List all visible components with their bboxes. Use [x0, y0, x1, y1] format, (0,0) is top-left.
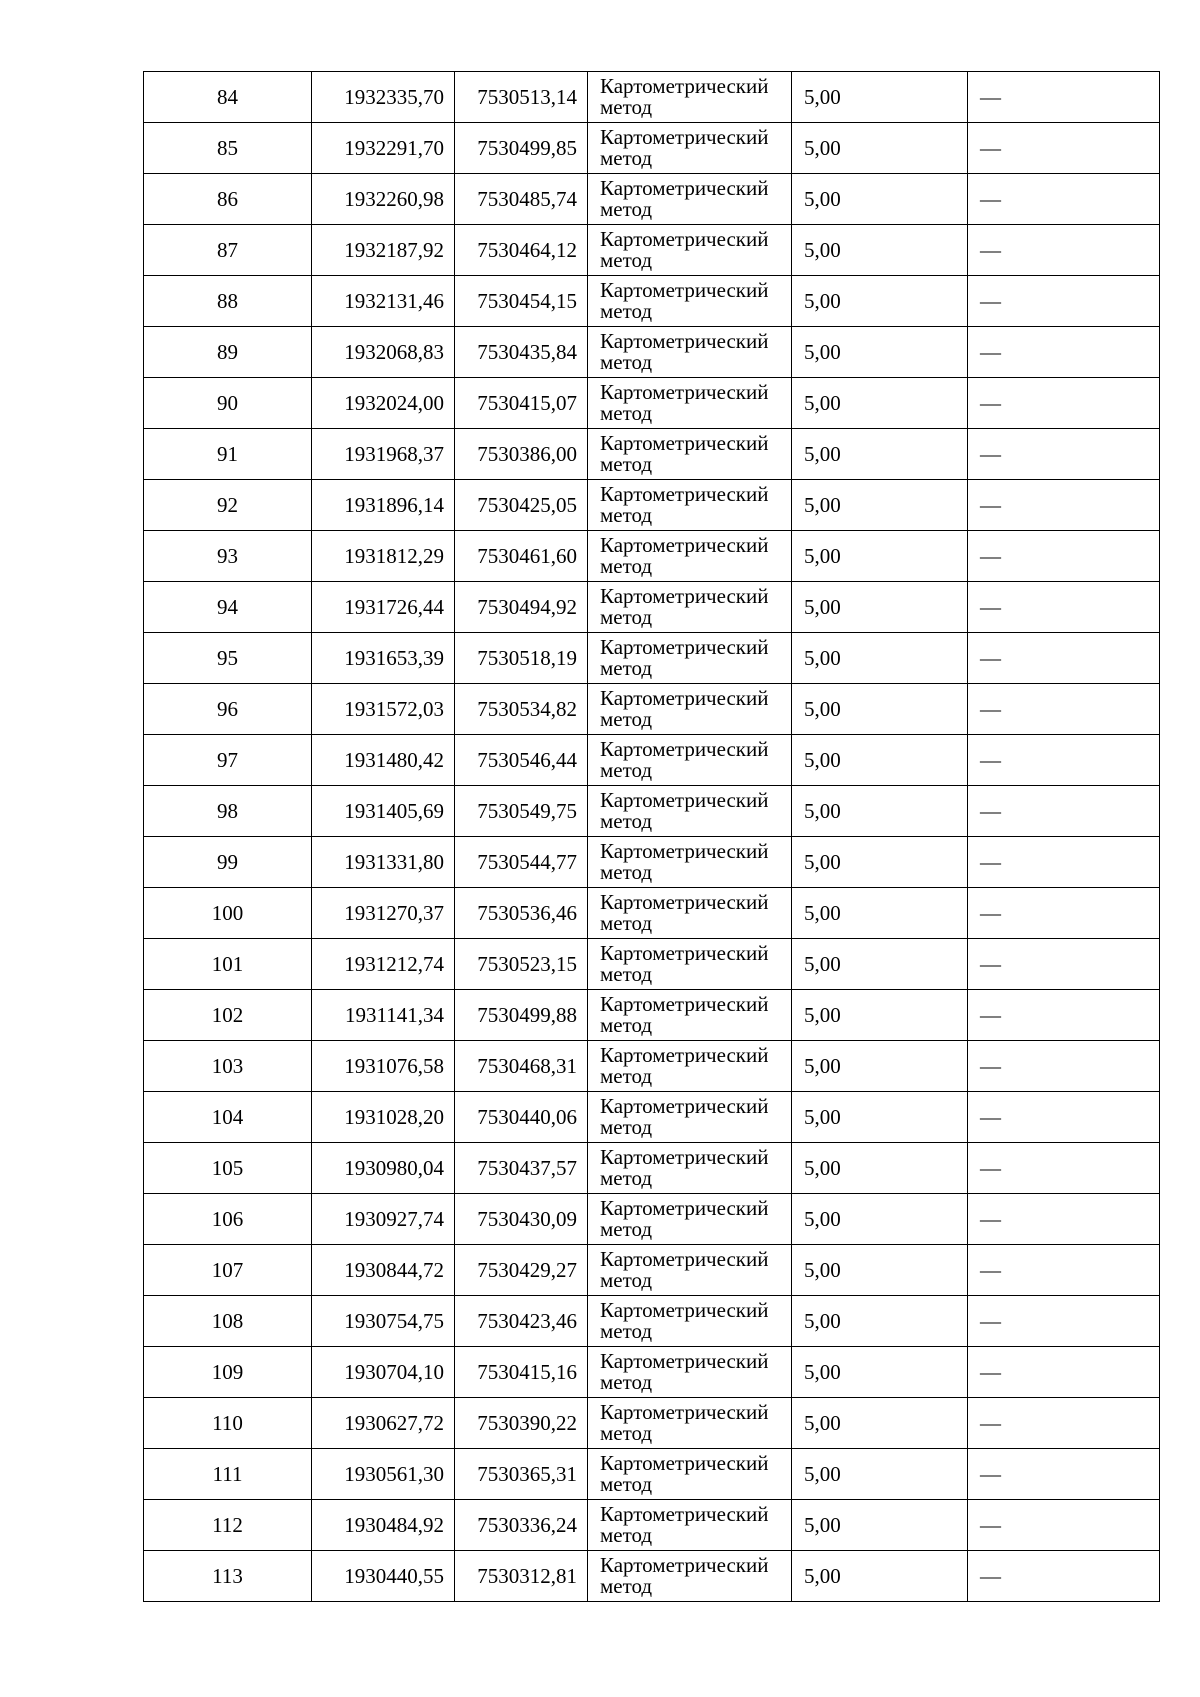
coordinate-x-cell: 1931212,74	[312, 939, 455, 990]
coordinate-x-cell: 1932131,46	[312, 276, 455, 327]
method-line-1: Картометрический	[600, 1145, 769, 1170]
method-line-1: Картометрический	[600, 1043, 769, 1068]
method-line-2: метод	[600, 1064, 653, 1088]
point-number-cell: 107	[144, 1245, 312, 1296]
method-cell	[588, 1041, 792, 1092]
method-line-2: метод	[600, 248, 653, 272]
method-cell	[588, 1245, 792, 1296]
method-line-1: Картометрический	[600, 635, 769, 660]
table-row	[144, 276, 1160, 327]
method-cell	[588, 1398, 792, 1449]
method-line-1: Картометрический	[600, 533, 769, 558]
coordinate-y-cell: 7530464,12	[455, 225, 588, 276]
method-line-1: Картометрический	[600, 482, 769, 507]
accuracy-cell: 5,00	[792, 480, 968, 531]
method-line-2: метод	[600, 1013, 653, 1037]
coordinate-y-cell: 7530390,22	[455, 1398, 588, 1449]
method-line-2: метод	[600, 911, 653, 935]
table-row	[144, 1347, 1160, 1398]
coordinate-y-cell: 7530365,31	[455, 1449, 588, 1500]
method-line-1: Картометрический	[600, 1553, 769, 1578]
coordinate-x-cell: 1931028,20	[312, 1092, 455, 1143]
table-row	[144, 1296, 1160, 1347]
table-row	[144, 735, 1160, 786]
table-row	[144, 1245, 1160, 1296]
point-number-cell: 96	[144, 684, 312, 735]
method-line-2: метод	[600, 1166, 653, 1190]
table-row	[144, 582, 1160, 633]
coordinate-y-cell: 7530454,15	[455, 276, 588, 327]
accuracy-cell: 5,00	[792, 276, 968, 327]
description-cell: —	[968, 1245, 1160, 1296]
table-row	[144, 1551, 1160, 1602]
method-line-1: Картометрический	[600, 941, 769, 966]
method-line-1: Картометрический	[600, 992, 769, 1017]
table-row	[144, 480, 1160, 531]
coordinate-y-cell: 7530549,75	[455, 786, 588, 837]
description-cell: —	[968, 276, 1160, 327]
table-row	[144, 633, 1160, 684]
accuracy-cell: 5,00	[792, 1500, 968, 1551]
coordinate-y-cell: 7530429,27	[455, 1245, 588, 1296]
method-line-1: Картометрический	[600, 1298, 769, 1323]
method-line-1: Картометрический	[600, 686, 769, 711]
table-row	[144, 174, 1160, 225]
point-number-cell: 97	[144, 735, 312, 786]
table-row	[144, 531, 1160, 582]
accuracy-cell: 5,00	[792, 1143, 968, 1194]
method-cell	[588, 1194, 792, 1245]
method-cell	[588, 786, 792, 837]
description-cell: —	[968, 327, 1160, 378]
table-row	[144, 1398, 1160, 1449]
accuracy-cell: 5,00	[792, 1551, 968, 1602]
description-cell: —	[968, 1041, 1160, 1092]
coordinate-x-cell: 1931812,29	[312, 531, 455, 582]
method-cell	[588, 1449, 792, 1500]
method-line-2: метод	[600, 197, 653, 221]
point-number-cell: 94	[144, 582, 312, 633]
coordinate-x-cell: 1930561,30	[312, 1449, 455, 1500]
coordinate-y-cell: 7530544,77	[455, 837, 588, 888]
method-line-2: метод	[600, 1574, 653, 1598]
description-cell: —	[968, 72, 1160, 123]
method-line-2: метод	[600, 707, 653, 731]
accuracy-cell: 5,00	[792, 1398, 968, 1449]
method-cell	[588, 1143, 792, 1194]
accuracy-cell: 5,00	[792, 174, 968, 225]
point-number-cell: 112	[144, 1500, 312, 1551]
method-line-2: метод	[600, 962, 653, 986]
method-line-1: Картометрический	[600, 788, 769, 813]
accuracy-cell: 5,00	[792, 72, 968, 123]
point-number-cell: 111	[144, 1449, 312, 1500]
coordinate-x-cell: 1930844,72	[312, 1245, 455, 1296]
accuracy-cell: 5,00	[792, 378, 968, 429]
point-number-cell: 100	[144, 888, 312, 939]
method-line-2: метод	[600, 1319, 653, 1343]
table-row	[144, 225, 1160, 276]
coordinate-x-cell: 1931480,42	[312, 735, 455, 786]
method-line-1: Картометрический	[600, 839, 769, 864]
coordinate-y-cell: 7530536,46	[455, 888, 588, 939]
point-number-cell: 106	[144, 1194, 312, 1245]
coordinate-x-cell: 1932260,98	[312, 174, 455, 225]
point-number-cell: 98	[144, 786, 312, 837]
method-cell	[588, 123, 792, 174]
description-cell: —	[968, 1347, 1160, 1398]
accuracy-cell: 5,00	[792, 225, 968, 276]
coordinate-x-cell: 1931331,80	[312, 837, 455, 888]
accuracy-cell: 5,00	[792, 1245, 968, 1296]
point-number-cell: 85	[144, 123, 312, 174]
point-number-cell: 86	[144, 174, 312, 225]
description-cell: —	[968, 531, 1160, 582]
method-line-2: метод	[600, 452, 653, 476]
method-line-1: Картометрический	[600, 1451, 769, 1476]
accuracy-cell: 5,00	[792, 735, 968, 786]
accuracy-cell: 5,00	[792, 888, 968, 939]
description-cell: —	[968, 1092, 1160, 1143]
accuracy-cell: 5,00	[792, 990, 968, 1041]
coordinate-x-cell: 1932024,00	[312, 378, 455, 429]
method-cell	[588, 327, 792, 378]
method-line-1: Картометрический	[600, 227, 769, 252]
method-cell	[588, 1347, 792, 1398]
method-cell	[588, 1296, 792, 1347]
table-row	[144, 1500, 1160, 1551]
coordinate-x-cell: 1930627,72	[312, 1398, 455, 1449]
method-line-1: Картометрический	[600, 1400, 769, 1425]
method-line-1: Картометрический	[600, 584, 769, 609]
coordinate-y-cell: 7530430,09	[455, 1194, 588, 1245]
point-number-cell: 89	[144, 327, 312, 378]
coordinates-table	[143, 71, 1160, 1602]
method-cell	[588, 531, 792, 582]
coordinate-x-cell: 1930754,75	[312, 1296, 455, 1347]
accuracy-cell: 5,00	[792, 1092, 968, 1143]
coordinate-x-cell: 1930927,74	[312, 1194, 455, 1245]
coordinate-x-cell: 1931726,44	[312, 582, 455, 633]
description-cell: —	[968, 735, 1160, 786]
accuracy-cell: 5,00	[792, 1449, 968, 1500]
coordinate-x-cell: 1932335,70	[312, 72, 455, 123]
method-line-1: Картометрический	[600, 890, 769, 915]
method-cell	[588, 684, 792, 735]
method-line-1: Картометрический	[600, 329, 769, 354]
description-cell: —	[968, 378, 1160, 429]
method-line-1: Картометрический	[600, 737, 769, 762]
coordinate-y-cell: 7530415,07	[455, 378, 588, 429]
method-cell	[588, 582, 792, 633]
method-cell	[588, 735, 792, 786]
table-row	[144, 990, 1160, 1041]
method-line-1: Картометрический	[600, 380, 769, 405]
method-cell	[588, 225, 792, 276]
description-cell: —	[968, 174, 1160, 225]
coordinate-x-cell: 1930704,10	[312, 1347, 455, 1398]
method-line-2: метод	[600, 758, 653, 782]
method-cell	[588, 888, 792, 939]
method-line-2: метод	[600, 1217, 653, 1241]
method-cell	[588, 1551, 792, 1602]
point-number-cell: 110	[144, 1398, 312, 1449]
coordinate-y-cell: 7530518,19	[455, 633, 588, 684]
accuracy-cell: 5,00	[792, 837, 968, 888]
method-line-2: метод	[600, 1370, 653, 1394]
method-line-2: метод	[600, 809, 653, 833]
description-cell: —	[968, 429, 1160, 480]
method-line-2: метод	[600, 860, 653, 884]
description-cell: —	[968, 1296, 1160, 1347]
table-row	[144, 1041, 1160, 1092]
method-cell	[588, 990, 792, 1041]
accuracy-cell: 5,00	[792, 1194, 968, 1245]
point-number-cell: 88	[144, 276, 312, 327]
accuracy-cell: 5,00	[792, 327, 968, 378]
accuracy-cell: 5,00	[792, 786, 968, 837]
method-line-2: метод	[600, 1523, 653, 1547]
method-cell	[588, 480, 792, 531]
point-number-cell: 93	[144, 531, 312, 582]
table-row	[144, 837, 1160, 888]
table-row	[144, 939, 1160, 990]
description-cell: —	[968, 1398, 1160, 1449]
coordinate-y-cell: 7530415,16	[455, 1347, 588, 1398]
coordinate-x-cell: 1931896,14	[312, 480, 455, 531]
description-cell: —	[968, 1500, 1160, 1551]
method-line-2: метод	[600, 656, 653, 680]
method-line-1: Картометрический	[600, 431, 769, 456]
point-number-cell: 84	[144, 72, 312, 123]
method-cell	[588, 276, 792, 327]
description-cell: —	[968, 939, 1160, 990]
coordinate-y-cell: 7530423,46	[455, 1296, 588, 1347]
table-row	[144, 1092, 1160, 1143]
accuracy-cell: 5,00	[792, 1041, 968, 1092]
description-cell: —	[968, 684, 1160, 735]
method-line-2: метод	[600, 401, 653, 425]
point-number-cell: 87	[144, 225, 312, 276]
description-cell: —	[968, 582, 1160, 633]
accuracy-cell: 5,00	[792, 429, 968, 480]
description-cell: —	[968, 225, 1160, 276]
coordinate-y-cell: 7530468,31	[455, 1041, 588, 1092]
method-line-1: Картометрический	[600, 1247, 769, 1272]
method-cell	[588, 72, 792, 123]
method-cell	[588, 429, 792, 480]
coordinate-y-cell: 7530437,57	[455, 1143, 588, 1194]
coordinate-x-cell: 1932187,92	[312, 225, 455, 276]
method-line-1: Картометрический	[600, 1196, 769, 1221]
coordinate-y-cell: 7530440,06	[455, 1092, 588, 1143]
table-row	[144, 786, 1160, 837]
coordinate-x-cell: 1931076,58	[312, 1041, 455, 1092]
point-number-cell: 91	[144, 429, 312, 480]
table-row	[144, 378, 1160, 429]
coordinate-x-cell: 1931653,39	[312, 633, 455, 684]
description-cell: —	[968, 633, 1160, 684]
point-number-cell: 95	[144, 633, 312, 684]
coordinate-x-cell: 1930484,92	[312, 1500, 455, 1551]
point-number-cell: 109	[144, 1347, 312, 1398]
table-row	[144, 1194, 1160, 1245]
point-number-cell: 108	[144, 1296, 312, 1347]
description-cell: —	[968, 1194, 1160, 1245]
coordinate-y-cell: 7530425,05	[455, 480, 588, 531]
accuracy-cell: 5,00	[792, 684, 968, 735]
method-cell	[588, 633, 792, 684]
coordinate-y-cell: 7530312,81	[455, 1551, 588, 1602]
coordinate-x-cell: 1931141,34	[312, 990, 455, 1041]
point-number-cell: 104	[144, 1092, 312, 1143]
method-line-1: Картометрический	[600, 278, 769, 303]
coordinate-y-cell: 7530523,15	[455, 939, 588, 990]
table-row	[144, 1449, 1160, 1500]
method-line-2: метод	[600, 554, 653, 578]
coordinate-y-cell: 7530513,14	[455, 72, 588, 123]
coordinate-x-cell: 1931968,37	[312, 429, 455, 480]
accuracy-cell: 5,00	[792, 633, 968, 684]
point-number-cell: 102	[144, 990, 312, 1041]
method-line-1: Картометрический	[600, 1502, 769, 1527]
method-cell	[588, 939, 792, 990]
description-cell: —	[968, 1449, 1160, 1500]
table-row	[144, 684, 1160, 735]
accuracy-cell: 5,00	[792, 939, 968, 990]
method-line-1: Картометрический	[600, 176, 769, 201]
method-line-2: метод	[600, 146, 653, 170]
coordinate-y-cell: 7530546,44	[455, 735, 588, 786]
coordinate-x-cell: 1931572,03	[312, 684, 455, 735]
coordinate-x-cell: 1932068,83	[312, 327, 455, 378]
table-row	[144, 888, 1160, 939]
description-cell: —	[968, 837, 1160, 888]
coordinate-x-cell: 1930980,04	[312, 1143, 455, 1194]
description-cell: —	[968, 786, 1160, 837]
table-row	[144, 429, 1160, 480]
coordinate-y-cell: 7530499,85	[455, 123, 588, 174]
method-line-2: метод	[600, 299, 653, 323]
description-cell: —	[968, 1551, 1160, 1602]
coordinates-table-body	[144, 72, 1160, 1602]
coordinate-x-cell: 1930440,55	[312, 1551, 455, 1602]
method-cell	[588, 837, 792, 888]
coordinate-x-cell: 1932291,70	[312, 123, 455, 174]
method-cell	[588, 1500, 792, 1551]
coordinate-y-cell: 7530485,74	[455, 174, 588, 225]
description-cell: —	[968, 480, 1160, 531]
table-row	[144, 1143, 1160, 1194]
coordinate-y-cell: 7530336,24	[455, 1500, 588, 1551]
accuracy-cell: 5,00	[792, 1347, 968, 1398]
method-line-2: метод	[600, 350, 653, 374]
coordinate-y-cell: 7530534,82	[455, 684, 588, 735]
coordinate-x-cell: 1931270,37	[312, 888, 455, 939]
method-line-1: Картометрический	[600, 125, 769, 150]
accuracy-cell: 5,00	[792, 1296, 968, 1347]
coordinate-y-cell: 7530499,88	[455, 990, 588, 1041]
coordinate-x-cell: 1931405,69	[312, 786, 455, 837]
point-number-cell: 90	[144, 378, 312, 429]
description-cell: —	[968, 888, 1160, 939]
table-row	[144, 72, 1160, 123]
point-number-cell: 103	[144, 1041, 312, 1092]
method-line-2: метод	[600, 1421, 653, 1445]
method-cell	[588, 174, 792, 225]
accuracy-cell: 5,00	[792, 582, 968, 633]
method-cell	[588, 378, 792, 429]
method-line-2: метод	[600, 95, 653, 119]
method-line-2: метод	[600, 1115, 653, 1139]
table-row	[144, 123, 1160, 174]
method-line-1: Картометрический	[600, 74, 769, 99]
point-number-cell: 113	[144, 1551, 312, 1602]
point-number-cell: 105	[144, 1143, 312, 1194]
method-line-2: метод	[600, 1268, 653, 1292]
table-row	[144, 327, 1160, 378]
method-line-2: метод	[600, 503, 653, 527]
coordinate-y-cell: 7530461,60	[455, 531, 588, 582]
method-line-2: метод	[600, 605, 653, 629]
method-line-1: Картометрический	[600, 1094, 769, 1119]
point-number-cell: 92	[144, 480, 312, 531]
point-number-cell: 99	[144, 837, 312, 888]
description-cell: —	[968, 123, 1160, 174]
description-cell: —	[968, 990, 1160, 1041]
coordinate-y-cell: 7530435,84	[455, 327, 588, 378]
coordinate-y-cell: 7530386,00	[455, 429, 588, 480]
method-line-2: метод	[600, 1472, 653, 1496]
point-number-cell: 101	[144, 939, 312, 990]
accuracy-cell: 5,00	[792, 123, 968, 174]
method-line-1: Картометрический	[600, 1349, 769, 1374]
description-cell: —	[968, 1143, 1160, 1194]
method-cell	[588, 1092, 792, 1143]
coordinate-y-cell: 7530494,92	[455, 582, 588, 633]
accuracy-cell: 5,00	[792, 531, 968, 582]
